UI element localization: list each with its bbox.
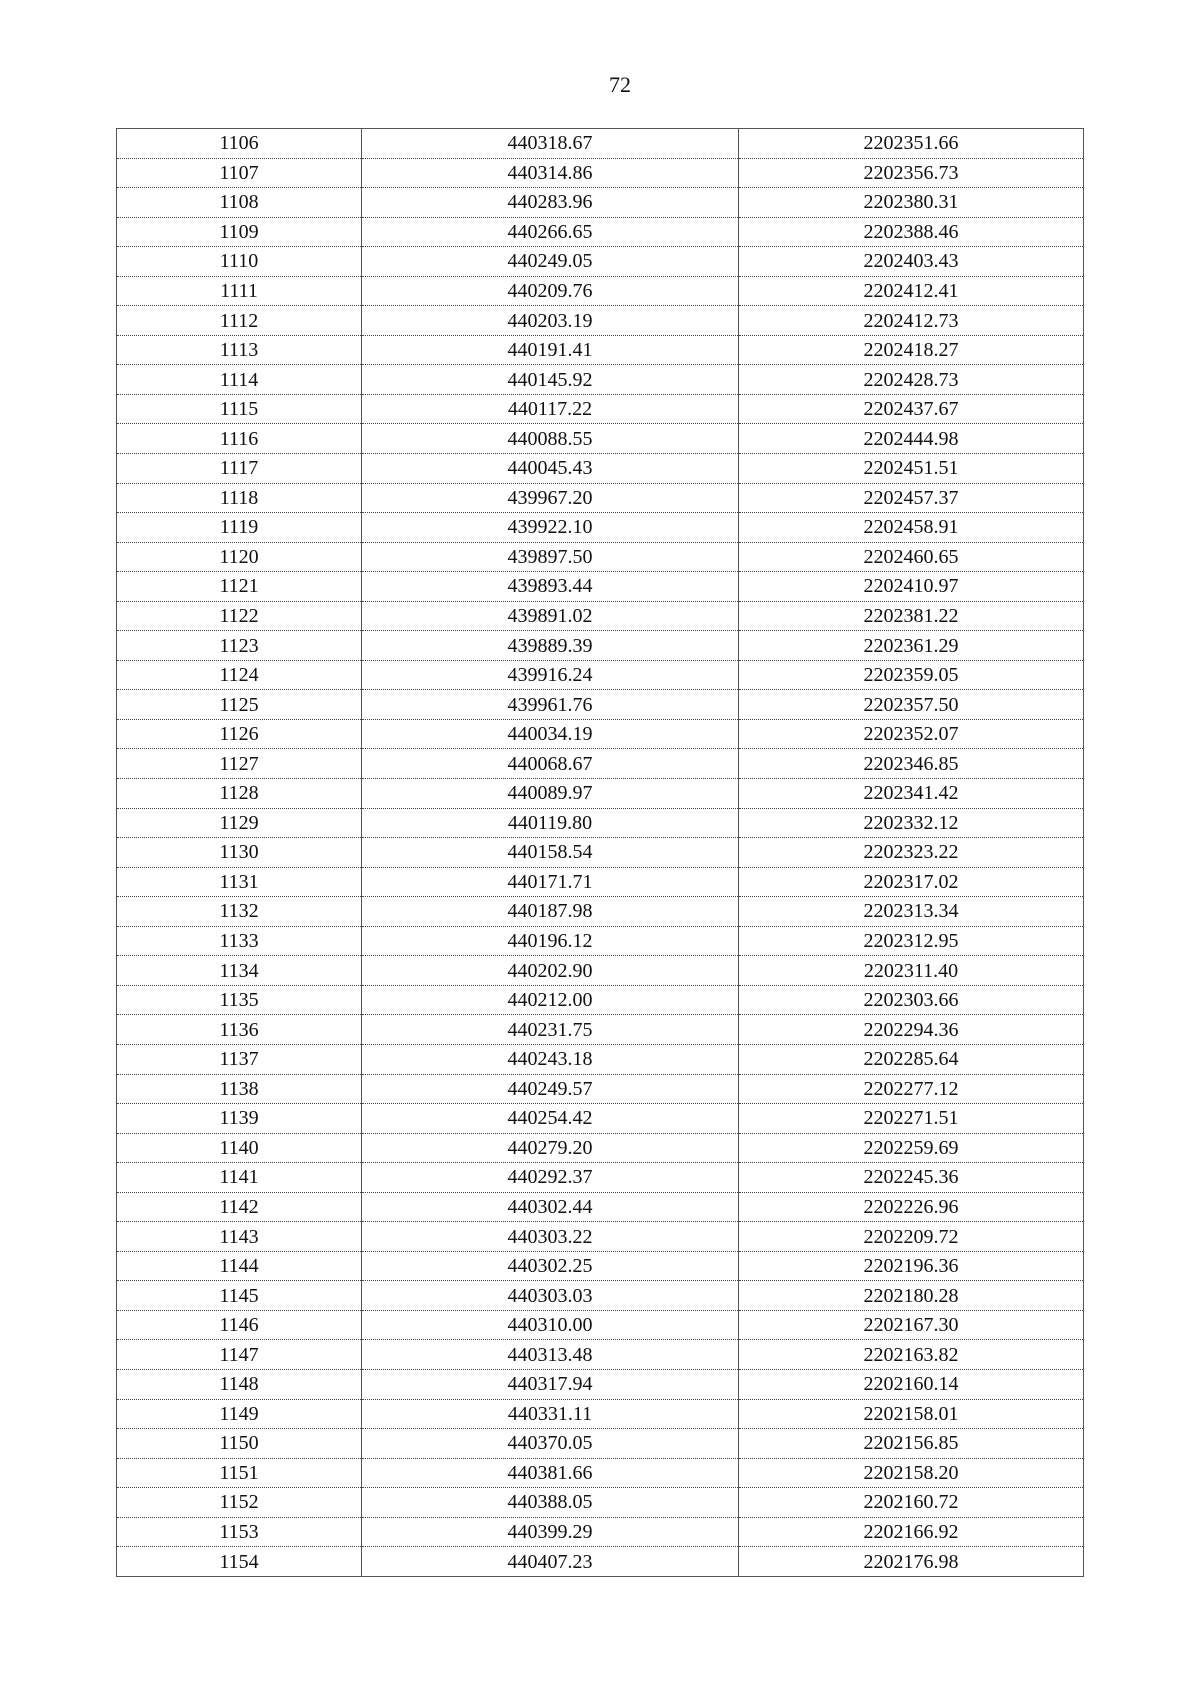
point-number-cell: 1147 (117, 1340, 362, 1370)
point-number-cell: 1132 (117, 897, 362, 927)
table-row (117, 542, 1084, 572)
point-number-cell: 1148 (117, 1369, 362, 1399)
point-number-cell: 1118 (117, 483, 362, 513)
table-row (117, 601, 1084, 631)
x-coordinate-cell: 439967.20 (362, 483, 739, 513)
table-row (117, 867, 1084, 897)
table-row (117, 926, 1084, 956)
y-coordinate-cell: 2202303.66 (739, 985, 1084, 1015)
table-row (117, 719, 1084, 749)
point-number-cell: 1124 (117, 660, 362, 690)
table-row (117, 1192, 1084, 1222)
y-coordinate-cell: 2202323.22 (739, 838, 1084, 868)
table-row (117, 1015, 1084, 1045)
table-row (117, 985, 1084, 1015)
y-coordinate-cell: 2202352.07 (739, 719, 1084, 749)
y-coordinate-cell: 2202163.82 (739, 1340, 1084, 1370)
table-row (117, 1369, 1084, 1399)
x-coordinate-cell: 440209.76 (362, 276, 739, 306)
table-row (117, 247, 1084, 277)
y-coordinate-cell: 2202245.36 (739, 1163, 1084, 1193)
table-row (117, 690, 1084, 720)
y-coordinate-cell: 2202277.12 (739, 1074, 1084, 1104)
x-coordinate-cell: 440212.00 (362, 985, 739, 1015)
y-coordinate-cell: 2202418.27 (739, 335, 1084, 365)
y-coordinate-cell: 2202460.65 (739, 542, 1084, 572)
y-coordinate-cell: 2202176.98 (739, 1547, 1084, 1577)
table-row (117, 749, 1084, 779)
table-row (117, 424, 1084, 454)
x-coordinate-cell: 440303.03 (362, 1281, 739, 1311)
point-number-cell: 1125 (117, 690, 362, 720)
table-row (117, 1517, 1084, 1547)
y-coordinate-cell: 2202458.91 (739, 513, 1084, 543)
table-row (117, 897, 1084, 927)
x-coordinate-cell: 440279.20 (362, 1133, 739, 1163)
y-coordinate-cell: 2202226.96 (739, 1192, 1084, 1222)
table-row (117, 483, 1084, 513)
x-coordinate-cell: 440302.25 (362, 1251, 739, 1281)
y-coordinate-cell: 2202158.20 (739, 1458, 1084, 1488)
point-number-cell: 1137 (117, 1044, 362, 1074)
x-coordinate-cell: 440318.67 (362, 129, 739, 159)
x-coordinate-cell: 440119.80 (362, 808, 739, 838)
x-coordinate-cell: 440196.12 (362, 926, 739, 956)
point-number-cell: 1109 (117, 217, 362, 247)
point-number-cell: 1144 (117, 1251, 362, 1281)
point-number-cell: 1154 (117, 1547, 362, 1577)
table-row (117, 1222, 1084, 1252)
point-number-cell: 1117 (117, 454, 362, 484)
x-coordinate-cell: 440370.05 (362, 1429, 739, 1459)
y-coordinate-cell: 2202332.12 (739, 808, 1084, 838)
point-number-cell: 1153 (117, 1517, 362, 1547)
point-number-cell: 1146 (117, 1310, 362, 1340)
point-number-cell: 1121 (117, 572, 362, 602)
x-coordinate-cell: 440203.19 (362, 306, 739, 336)
x-coordinate-cell: 440249.05 (362, 247, 739, 277)
y-coordinate-cell: 2202312.95 (739, 926, 1084, 956)
point-number-cell: 1130 (117, 838, 362, 868)
y-coordinate-cell: 2202158.01 (739, 1399, 1084, 1429)
point-number-cell: 1120 (117, 542, 362, 572)
y-coordinate-cell: 2202341.42 (739, 779, 1084, 809)
y-coordinate-cell: 2202388.46 (739, 217, 1084, 247)
x-coordinate-cell: 440313.48 (362, 1340, 739, 1370)
table-row (117, 808, 1084, 838)
point-number-cell: 1152 (117, 1488, 362, 1518)
point-number-cell: 1151 (117, 1458, 362, 1488)
y-coordinate-cell: 2202180.28 (739, 1281, 1084, 1311)
x-coordinate-cell: 439889.39 (362, 631, 739, 661)
table-row (117, 1281, 1084, 1311)
x-coordinate-cell: 440310.00 (362, 1310, 739, 1340)
x-coordinate-cell: 440158.54 (362, 838, 739, 868)
x-coordinate-cell: 440117.22 (362, 394, 739, 424)
table-row (117, 306, 1084, 336)
table-row (117, 660, 1084, 690)
y-coordinate-cell: 2202317.02 (739, 867, 1084, 897)
x-coordinate-cell: 440202.90 (362, 956, 739, 986)
table-row (117, 217, 1084, 247)
point-number-cell: 1112 (117, 306, 362, 336)
y-coordinate-cell: 2202285.64 (739, 1044, 1084, 1074)
point-number-cell: 1149 (117, 1399, 362, 1429)
x-coordinate-cell: 440243.18 (362, 1044, 739, 1074)
point-number-cell: 1116 (117, 424, 362, 454)
point-number-cell: 1136 (117, 1015, 362, 1045)
point-number-cell: 1138 (117, 1074, 362, 1104)
table-row (117, 956, 1084, 986)
table-row (117, 779, 1084, 809)
point-number-cell: 1113 (117, 335, 362, 365)
point-number-cell: 1128 (117, 779, 362, 809)
table-row (117, 1074, 1084, 1104)
x-coordinate-cell: 440187.98 (362, 897, 739, 927)
table-row (117, 365, 1084, 395)
table-row (117, 1133, 1084, 1163)
point-number-cell: 1127 (117, 749, 362, 779)
table-row (117, 1488, 1084, 1518)
point-number-cell: 1134 (117, 956, 362, 986)
x-coordinate-cell: 440292.37 (362, 1163, 739, 1193)
point-number-cell: 1140 (117, 1133, 362, 1163)
table-row (117, 1163, 1084, 1193)
coordinates-table-body (117, 129, 1084, 1577)
y-coordinate-cell: 2202451.51 (739, 454, 1084, 484)
y-coordinate-cell: 2202346.85 (739, 749, 1084, 779)
x-coordinate-cell: 439922.10 (362, 513, 739, 543)
y-coordinate-cell: 2202356.73 (739, 158, 1084, 188)
table-row (117, 188, 1084, 218)
y-coordinate-cell: 2202437.67 (739, 394, 1084, 424)
y-coordinate-cell: 2202359.05 (739, 660, 1084, 690)
x-coordinate-cell: 440254.42 (362, 1104, 739, 1134)
y-coordinate-cell: 2202412.41 (739, 276, 1084, 306)
point-number-cell: 1107 (117, 158, 362, 188)
y-coordinate-cell: 2202361.29 (739, 631, 1084, 661)
table-row (117, 1458, 1084, 1488)
table-row (117, 1310, 1084, 1340)
x-coordinate-cell: 440034.19 (362, 719, 739, 749)
y-coordinate-cell: 2202351.66 (739, 129, 1084, 159)
point-number-cell: 1142 (117, 1192, 362, 1222)
y-coordinate-cell: 2202428.73 (739, 365, 1084, 395)
table-row (117, 394, 1084, 424)
y-coordinate-cell: 2202410.97 (739, 572, 1084, 602)
x-coordinate-cell: 440045.43 (362, 454, 739, 484)
table-row (117, 1251, 1084, 1281)
x-coordinate-cell: 440331.11 (362, 1399, 739, 1429)
table-row (117, 1429, 1084, 1459)
x-coordinate-cell: 440089.97 (362, 779, 739, 809)
x-coordinate-cell: 440317.94 (362, 1369, 739, 1399)
table-row (117, 158, 1084, 188)
table-row (117, 1399, 1084, 1429)
table-row (117, 454, 1084, 484)
y-coordinate-cell: 2202457.37 (739, 483, 1084, 513)
x-coordinate-cell: 440388.05 (362, 1488, 739, 1518)
x-coordinate-cell: 440314.86 (362, 158, 739, 188)
point-number-cell: 1122 (117, 601, 362, 631)
x-coordinate-cell: 439916.24 (362, 660, 739, 690)
y-coordinate-cell: 2202444.98 (739, 424, 1084, 454)
x-coordinate-cell: 440302.44 (362, 1192, 739, 1222)
table-row (117, 1044, 1084, 1074)
table-row (117, 1340, 1084, 1370)
point-number-cell: 1129 (117, 808, 362, 838)
x-coordinate-cell: 440303.22 (362, 1222, 739, 1252)
x-coordinate-cell: 440399.29 (362, 1517, 739, 1547)
point-number-cell: 1133 (117, 926, 362, 956)
point-number-cell: 1106 (117, 129, 362, 159)
x-coordinate-cell: 440231.75 (362, 1015, 739, 1045)
table-row (117, 1547, 1084, 1577)
y-coordinate-cell: 2202403.43 (739, 247, 1084, 277)
x-coordinate-cell: 440171.71 (362, 867, 739, 897)
point-number-cell: 1108 (117, 188, 362, 218)
y-coordinate-cell: 2202209.72 (739, 1222, 1084, 1252)
point-number-cell: 1110 (117, 247, 362, 277)
table-row (117, 838, 1084, 868)
x-coordinate-cell: 440191.41 (362, 335, 739, 365)
x-coordinate-cell: 440407.23 (362, 1547, 739, 1577)
point-number-cell: 1111 (117, 276, 362, 306)
y-coordinate-cell: 2202381.22 (739, 601, 1084, 631)
x-coordinate-cell: 440088.55 (362, 424, 739, 454)
table-row (117, 335, 1084, 365)
y-coordinate-cell: 2202196.36 (739, 1251, 1084, 1281)
point-number-cell: 1135 (117, 985, 362, 1015)
point-number-cell: 1145 (117, 1281, 362, 1311)
table-row (117, 129, 1084, 159)
y-coordinate-cell: 2202313.34 (739, 897, 1084, 927)
x-coordinate-cell: 440381.66 (362, 1458, 739, 1488)
table-row (117, 631, 1084, 661)
point-number-cell: 1139 (117, 1104, 362, 1134)
y-coordinate-cell: 2202311.40 (739, 956, 1084, 986)
y-coordinate-cell: 2202160.72 (739, 1488, 1084, 1518)
x-coordinate-cell: 440283.96 (362, 188, 739, 218)
point-number-cell: 1131 (117, 867, 362, 897)
point-number-cell: 1115 (117, 394, 362, 424)
y-coordinate-cell: 2202160.14 (739, 1369, 1084, 1399)
x-coordinate-cell: 440249.57 (362, 1074, 739, 1104)
y-coordinate-cell: 2202294.36 (739, 1015, 1084, 1045)
table-row (117, 1104, 1084, 1134)
page-number: 72 (609, 72, 631, 97)
coordinates-table (116, 128, 1084, 1577)
point-number-cell: 1143 (117, 1222, 362, 1252)
table-row (117, 572, 1084, 602)
y-coordinate-cell: 2202380.31 (739, 188, 1084, 218)
point-number-cell: 1141 (117, 1163, 362, 1193)
y-coordinate-cell: 2202412.73 (739, 306, 1084, 336)
y-coordinate-cell: 2202259.69 (739, 1133, 1084, 1163)
x-coordinate-cell: 440266.65 (362, 217, 739, 247)
point-number-cell: 1126 (117, 719, 362, 749)
x-coordinate-cell: 439893.44 (362, 572, 739, 602)
table-row (117, 513, 1084, 543)
point-number-cell: 1150 (117, 1429, 362, 1459)
x-coordinate-cell: 439897.50 (362, 542, 739, 572)
y-coordinate-cell: 2202167.30 (739, 1310, 1084, 1340)
x-coordinate-cell: 440068.67 (362, 749, 739, 779)
y-coordinate-cell: 2202156.85 (739, 1429, 1084, 1459)
x-coordinate-cell: 439891.02 (362, 601, 739, 631)
y-coordinate-cell: 2202271.51 (739, 1104, 1084, 1134)
point-number-cell: 1119 (117, 513, 362, 543)
point-number-cell: 1123 (117, 631, 362, 661)
x-coordinate-cell: 440145.92 (362, 365, 739, 395)
x-coordinate-cell: 439961.76 (362, 690, 739, 720)
y-coordinate-cell: 2202166.92 (739, 1517, 1084, 1547)
point-number-cell: 1114 (117, 365, 362, 395)
y-coordinate-cell: 2202357.50 (739, 690, 1084, 720)
table-row (117, 276, 1084, 306)
